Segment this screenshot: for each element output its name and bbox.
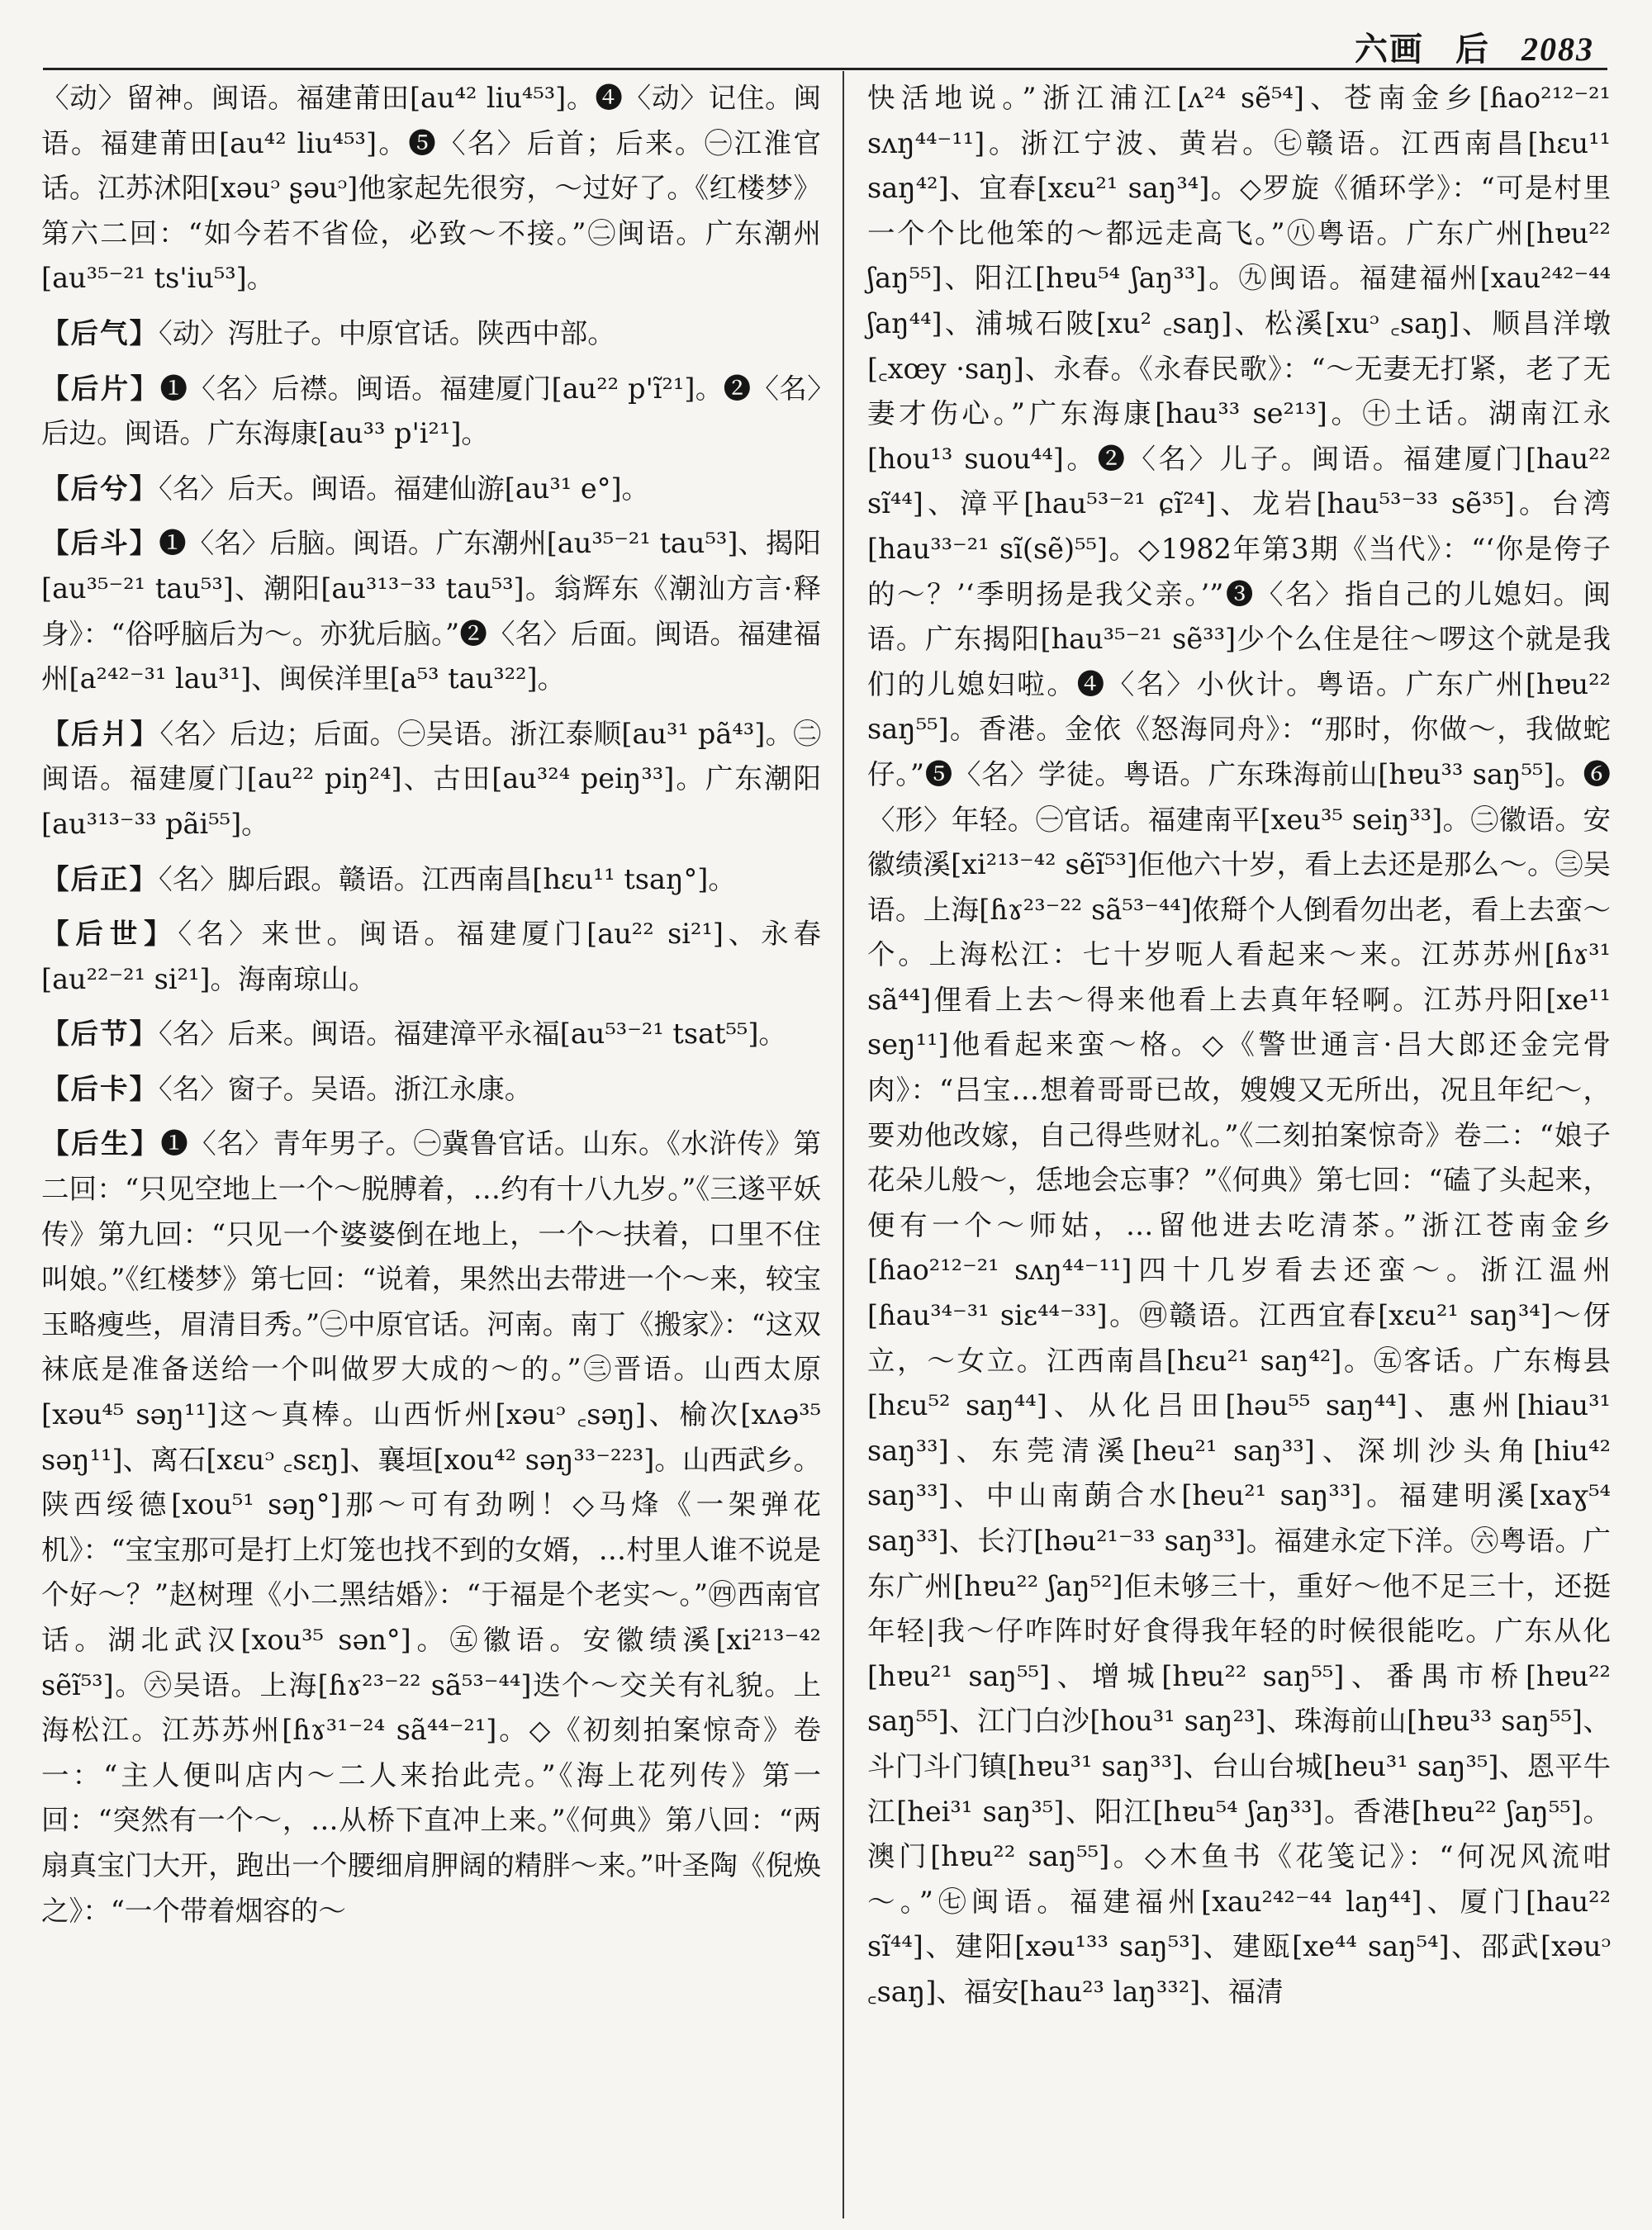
dictionary-entry bbox=[41, 367, 821, 457]
entry-definition: ❶〈名〉青年男子。㊀冀鲁官话。山东。《水浒传》第二回：“只见空地上一个～脱膊着，…约有十八九岁。”《三遂平妖传》第九回：“只见一个婆婆倒在地上，一个～扶着，口里不住叫娘。”《红楼梦》第七回：“说着，果然出去带进一个～来，较宝玉略瘦些，眉清目秀。”㊁中原官话。河南。南丁《搬家》：“这双袜底是准备送给一个叫做罗大成的～的。”㊂晋语。山西太原[xəu⁴⁵ səŋ¹¹]这～真棒。山西忻州[xəuᵓ ꜀səŋ]、榆次[xʌə³⁵ səŋ¹¹]、离石[xɛuᵓ ꜀sɛŋ]、襄垣[xou⁴² səŋ³³⁻²²³]。山西武乡。陕西绥德[xou⁵¹ səŋ°]那～可有劲咧！◇马烽《一架弹花机》：“宝宝那可是打上灯笼也找不到的女婿，…村里人谁不说是个好～？”赵树理《小二黑结婚》：“于福是个老实～。”㊃西南官话。湖北武汉[xou³⁵ sən°]。㊄徽语。安徽绩溪[xi²¹³⁻⁴² sẽĩ⁵³]。㊅吴语。上海[ɦɤ²³⁻²² sã⁵³⁻⁴⁴]迭个～交关有礼貌。上海松江。江苏苏州[ɦɤ³¹⁻²⁴ sã⁴⁴⁻²¹]。◇《初刻拍案惊奇》卷一：“主人便叫店内～二人来抬此壳。”《海上花列传》第一回：“突然有一个～，…从桥下直冲上来。”《何典》第八回：“两扇真宝门大开，跑出一个腰细肩胛阔的精胖～来。”叶圣陶《倪焕之》：“一个带着烟容的～ bbox=[41, 1127, 822, 1927]
dictionary-entry bbox=[41, 712, 821, 847]
entry-definition: 〈动〉泻肚子。中原官话。陕西中部。 bbox=[159, 316, 615, 349]
entry-definition: 〈名〉后来。闽语。福建漳平永福[au⁵³⁻²¹ tsat⁵⁵]。 bbox=[159, 1018, 786, 1051]
dictionary-entry bbox=[41, 912, 821, 1002]
header-section: 六画 bbox=[1355, 30, 1424, 69]
header-rule bbox=[43, 68, 1607, 70]
entry-headword: 【后爿】 bbox=[41, 717, 160, 750]
entry-headword: 【后片】 bbox=[41, 372, 160, 405]
entry-definition: 〈名〉后天。闽语。福建仙游[au³¹ e°]。 bbox=[159, 472, 650, 505]
column-divider bbox=[843, 71, 844, 2218]
entry-definition: ❶〈名〉后襟。闽语。福建厦门[au²² p'ĩ²¹]。❷〈名〉后边。闽语。广东海康[au³³ p'i²¹]。 bbox=[41, 372, 822, 450]
continuation-text: 快活地说。”浙江浦江[ʌ²⁴ sẽ⁵⁴]、苍南金乡[ɦao²¹²⁻²¹ sʌŋ⁴⁴⁻¹¹]。浙江宁波、黄岩。㊆赣语。江西南昌[hɛu¹¹ saŋ⁴²]、宜春[xɛu²¹ saŋ³⁴]。◇罗旋《循环学》：“可是村里一个个比他笨的～都远走高飞。”㊇粤语。广东广州[hɐu²² ʃaŋ⁵⁵]、阳江[hɐu⁵⁴ ʃaŋ³³]。㊈闽语。福建福州[xau²⁴²⁻⁴⁴ ʃaŋ⁴⁴]、浦城石陂[xu² ꜀saŋ]、松溪[xuᵓ ꜀saŋ]、顺昌洋墩[꜀xœy ·saŋ]、永春。《永春民歌》：“～无妻无打紧，老了无妻才伤心。”广东海康[hau³³ se²¹³]。㊉土话。湖南江永[hou¹³ suou⁴⁴]。❷〈名〉儿子。闽语。福建厦门[hau²² sĩ⁴⁴]、漳平[hau⁵³⁻²¹ ɕĩ²⁴]、龙岩[hau⁵³⁻³³ sẽ³⁵]。台湾[hau³³⁻²¹ sĩ(sẽ)⁵⁵]。◇1982年第3期《当代》：“‘你是侉子的～？’‘季明扬是我父亲。’”❸〈名〉指自己的儿媳妇。闽语。广东揭阳[hau³⁵⁻²¹ sẽ³³]少个么住是往～啰这个就是我们的儿媳妇啦。❹〈名〉小伙计。粤语。广东广州[hɐu²² saŋ⁵⁵]。香港。金依《怒海同舟》：“那时，你做～，我做蛇仔。”❺〈名〉学徒。粤语。广东珠海前山[hɐu³³ saŋ⁵⁵]。❻〈形〉年轻。㊀官话。福建南平[xeu³⁵ seiŋ³³]。㊁徽语。安徽绩溪[xi²¹³⁻⁴² sẽĩ⁵³]佢他六十岁，看上去还是那么～。㊂吴语。上海[ɦɤ²³⁻²² sã⁵³⁻⁴⁴]侬搿个人倒看勿出老，看上去蛮～个。上海松江：七十岁呃人看起来～来。江苏苏州[ɦɤ³¹ sã⁴⁴]俚看上去～得来他看上去真年轻啊。江苏丹阳[xe¹¹ seŋ¹¹]他看起来蛮～格。◇《警世通言·吕大郎还金完骨肉》：“吕宝…想着哥哥已故，嫂嫂又无所出，况且年纪～，要劝他改嫁，自己得些财礼。”《二刻拍案惊奇》卷二：“娘子花朵儿般～，恁地会忘事？”《何典》第七回：“磕了头起来，便有一个～师姑，…留他进去吃清茶。”浙江苍南金乡[ɦao²¹²⁻²¹ sʌŋ⁴⁴⁻¹¹]四十几岁看去还蛮～。浙江温州[ɦau³⁴⁻³¹ siɛ⁴⁴⁻³³]。㊃赣语。江西宜春[xɛu²¹ saŋ³⁴]～伢立，～女立。江西南昌[hɛu²¹ saŋ⁴²]。㊄客话。广东梅县[hɛu⁵² saŋ⁴⁴]、从化吕田[həu⁵⁵ saŋ⁴⁴]、惠州[hiau³¹ saŋ³³]、东莞清溪[heu²¹ saŋ³³]、深圳沙头角[hiu⁴² saŋ³³]、中山南蓢合水[heu²¹ saŋ³³]。福建明溪[xaɣ⁵⁴ saŋ³³]、长汀[həu²¹⁻³³ saŋ³³]。福建永定下洋。㊅粤语。广东广州[hɐu²² ʃaŋ⁵²]佢未够三十，重好～他不足三十，还挺年轻|我～仔咋阵时好食得我年轻的时候很能吃。广东从化[hɐu²¹ saŋ⁵⁵]、增城[hɐu²² saŋ⁵⁵]、番禺市桥[hɐu²² saŋ⁵⁵]、江门白沙[hou³¹ saŋ²³]、珠海前山[hɐu³³ saŋ⁵⁵]、斗门斗门镇[hɐu³¹ saŋ³³]、台山台城[heu³¹ saŋ³⁵]、恩平牛江[hei³¹ saŋ³⁵]、阳江[hɐu⁵⁴ ʃaŋ³³]。香港[hɐu²² ʃaŋ⁵⁵]。澳门[hɐu²² saŋ⁵⁵]。◇木鱼书《花笺记》：“何况风流咁～。”㊆闽语。福建福州[xau²⁴²⁻⁴⁴ laŋ⁴⁴]、厦门[hau²² sĩ⁴⁴]、建阳[xəu¹³³ saŋ⁵³]、建瓯[xe⁴⁴ saŋ⁵⁴]、邵武[xəuᵓ ꜀saŋ]、福安[hau²³ laŋ³³²]、福清 bbox=[867, 82, 1611, 2008]
dictionary-entry bbox=[41, 857, 821, 903]
entry-headword: 【后生】 bbox=[41, 1127, 161, 1160]
entry-headword: 【后节】 bbox=[41, 1018, 159, 1051]
header-character: 后 bbox=[1455, 30, 1490, 69]
running-header bbox=[1355, 23, 1594, 70]
continuation-text: 〈动〉留神。闽语。福建莆田[au⁴² liu⁴⁵³]。❹〈动〉记住。闽语。福建莆田[au⁴² liu⁴⁵³]。❺〈名〉后首；后来。㊀江淮官话。江苏沭阳[xəuᵓ ʂəuᵓ]他家起先很穷，～过好了。《红楼梦》第六二回：“如今若不省俭，必致～不接。”㊁闽语。广东潮州[au³⁵⁻²¹ ts'iu⁵³]。 bbox=[41, 82, 821, 295]
dictionary-entry bbox=[41, 311, 821, 357]
left-column bbox=[41, 76, 821, 1943]
entry-headword: 【后正】 bbox=[41, 862, 159, 895]
entry-headword: 【后世】 bbox=[41, 918, 178, 951]
page-number: 2083 bbox=[1521, 31, 1594, 68]
entry-headword: 【后斗】 bbox=[41, 527, 159, 560]
entry-headword: 【后兮】 bbox=[41, 472, 159, 505]
entry-headword: 【后气】 bbox=[41, 316, 159, 349]
entry-list bbox=[41, 311, 821, 1933]
entry-definition: ❶〈名〉后脑。闽语。广东潮州[au³⁵⁻²¹ tau⁵³]、揭阳[au³⁵⁻²¹ tau⁵³]、潮阳[au³¹³⁻³³ tau⁵³]。翁辉东《潮汕方言·释身》：“俗呼脑后为～。亦犹后脑。”❷〈名〉后面。闽语。福建福州[a²⁴²⁻³¹ lau³¹]、闽侯洋里[a⁵³ tau³²²]。 bbox=[41, 527, 822, 695]
entry-headword: 【后卡】 bbox=[41, 1072, 159, 1105]
dictionary-entry bbox=[41, 521, 821, 701]
dictionary-entry bbox=[41, 1067, 821, 1113]
right-column bbox=[867, 76, 1611, 2025]
dictionary-entry bbox=[41, 1012, 821, 1057]
entry-definition: 〈名〉来世。闽语。福建厦门[au²² si²¹]、永春[au²²⁻²¹ si²¹]。海南琼山。 bbox=[41, 918, 821, 995]
entry-definition: 〈名〉后边；后面。㊀吴语。浙江泰顺[au³¹ pã⁴³]。㊁闽语。福建厦门[au²² piŋ²⁴]、古田[au³²⁴ peiŋ³³]。广东潮阳[au³¹³⁻³³ pãi⁵⁵]。 bbox=[41, 717, 821, 840]
dictionary-entry bbox=[41, 467, 821, 512]
dictionary-entry bbox=[41, 1122, 821, 1933]
entry-definition: 〈名〉脚后跟。赣语。江西南昌[hɛu¹¹ tsaŋ°]。 bbox=[159, 862, 736, 895]
entry-definition: 〈名〉窗子。吴语。浙江永康。 bbox=[159, 1072, 533, 1105]
